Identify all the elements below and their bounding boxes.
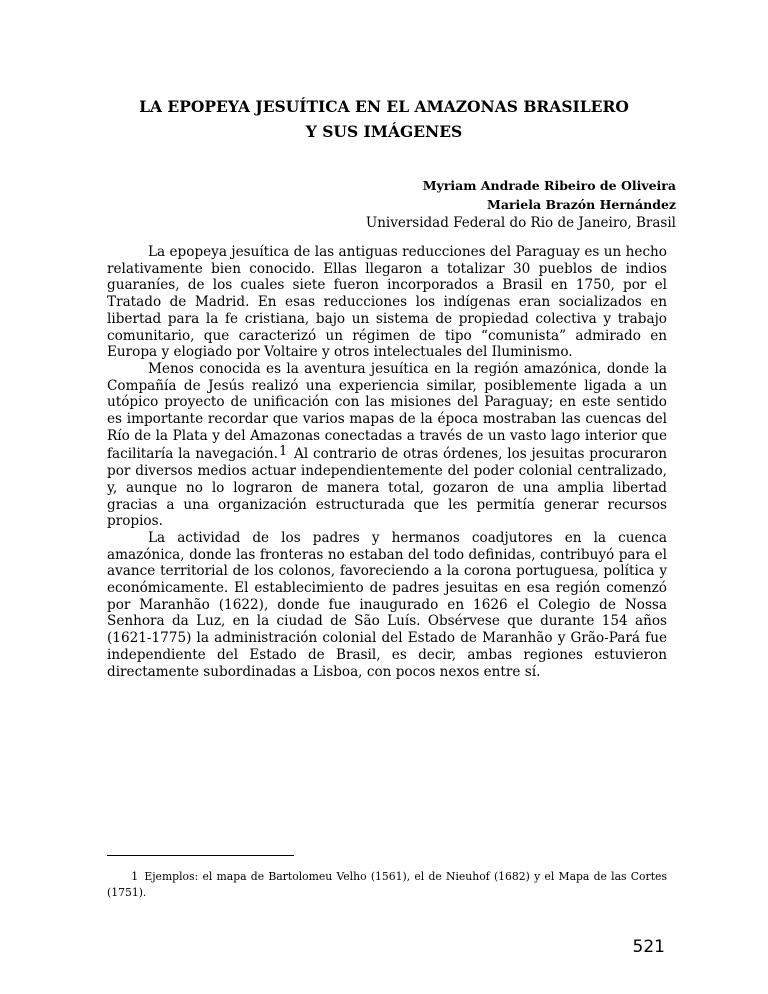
footnote-divider	[107, 855, 294, 856]
paragraph-1: La epopeya jesuítica de las antiguas reducciones del Paraguay es un hecho relativamente bien conocido. Ellas llegaron a totalizar 30 pueblos de indios guaraníes, de los cuales siete fueron incorporados a Brasil en 1750, por el Tratado de Madrid. En esas reducciones los indígenas eran socializados en libertad para la fe cristiana, bajo un sistema de propiedad colectiva y trabajo comunitario, que caracterizó un régimen de tipo “comunista” admirado en Europa y elogiado por Voltaire y otros intelectuales del Iluminismo.	[107, 244, 667, 361]
author-block	[366, 176, 676, 233]
paragraph-2-part-1: Menos conocida es la aventura jesuítica en la región amazónica, donde la Compañía de Jesús realizó una experiencia similar, posiblemente ligada a un utópico proyecto de unificación con las misiones del Paraguay; en este sentido es importante recordar que varios mapas de la época mostraban las cuencas del Río de la Plata y del Amazonas conectadas a través de un vasto lago interior que facilitaría la navegación.	[107, 360, 667, 463]
footnote-number: 1	[131, 869, 139, 883]
page-number: 521	[632, 937, 665, 957]
affiliation: Universidad Federal do Rio de Janeiro, Brasil	[365, 215, 676, 231]
footnote-text: Ejemplos: el mapa de Bartolomeu Velho (1561), el de Nieuhof (1682) y el Mapa de las Cortes (1751).	[107, 870, 667, 899]
body-text	[107, 244, 667, 680]
paragraph-3: La actividad de los padres y hermanos coadjutores en la cuenca amazónica, donde las fronteras no estaban del todo definidas, contribuyó para el avance territorial de los colonos, favoreciendo a la corona portuguesa, política y económicamente. El establecimiento de padres jesuitas en esa región comenzó por Maranhão (1622), donde fue inaugurado en 1626 el Colegio de Nossa Senhora da Luz, en la ciudad de São Luís. Obsérvese que durante 154 años (1621-1775) la administración colonial del Estado de Maranhão y Grão-Pará fue independiente del Estado de Brasil, es decir, ambas regiones estuvieron directamente subordinadas a Lisboa, con pocos nexos entre sí.	[107, 529, 667, 680]
footnote	[107, 868, 667, 901]
author-1: Myriam Andrade Ribeiro de Oliveira	[422, 178, 676, 193]
footnote-reference[interactable]: 1	[278, 444, 288, 460]
title-line-2: Y SUS IMÁGENES	[305, 122, 463, 141]
author-2: Mariela Brazón Hernández	[487, 197, 676, 212]
article-title	[100, 94, 668, 144]
title-line-1: LA EPOPEYA JESUÍTICA EN EL AMAZONAS BRASILERO	[139, 97, 629, 116]
paragraph-2-part-2: Al contrario de otras órdenes, los jesuitas procuraron por diversos medios actuar independientemente del poder colonial centralizado, y, aunque no lo lograron de manera total, gozaron de una amplia libertad gracias a una organización estructurada que les permitía generar recursos propios.	[107, 446, 668, 530]
paragraph-2	[107, 361, 667, 530]
